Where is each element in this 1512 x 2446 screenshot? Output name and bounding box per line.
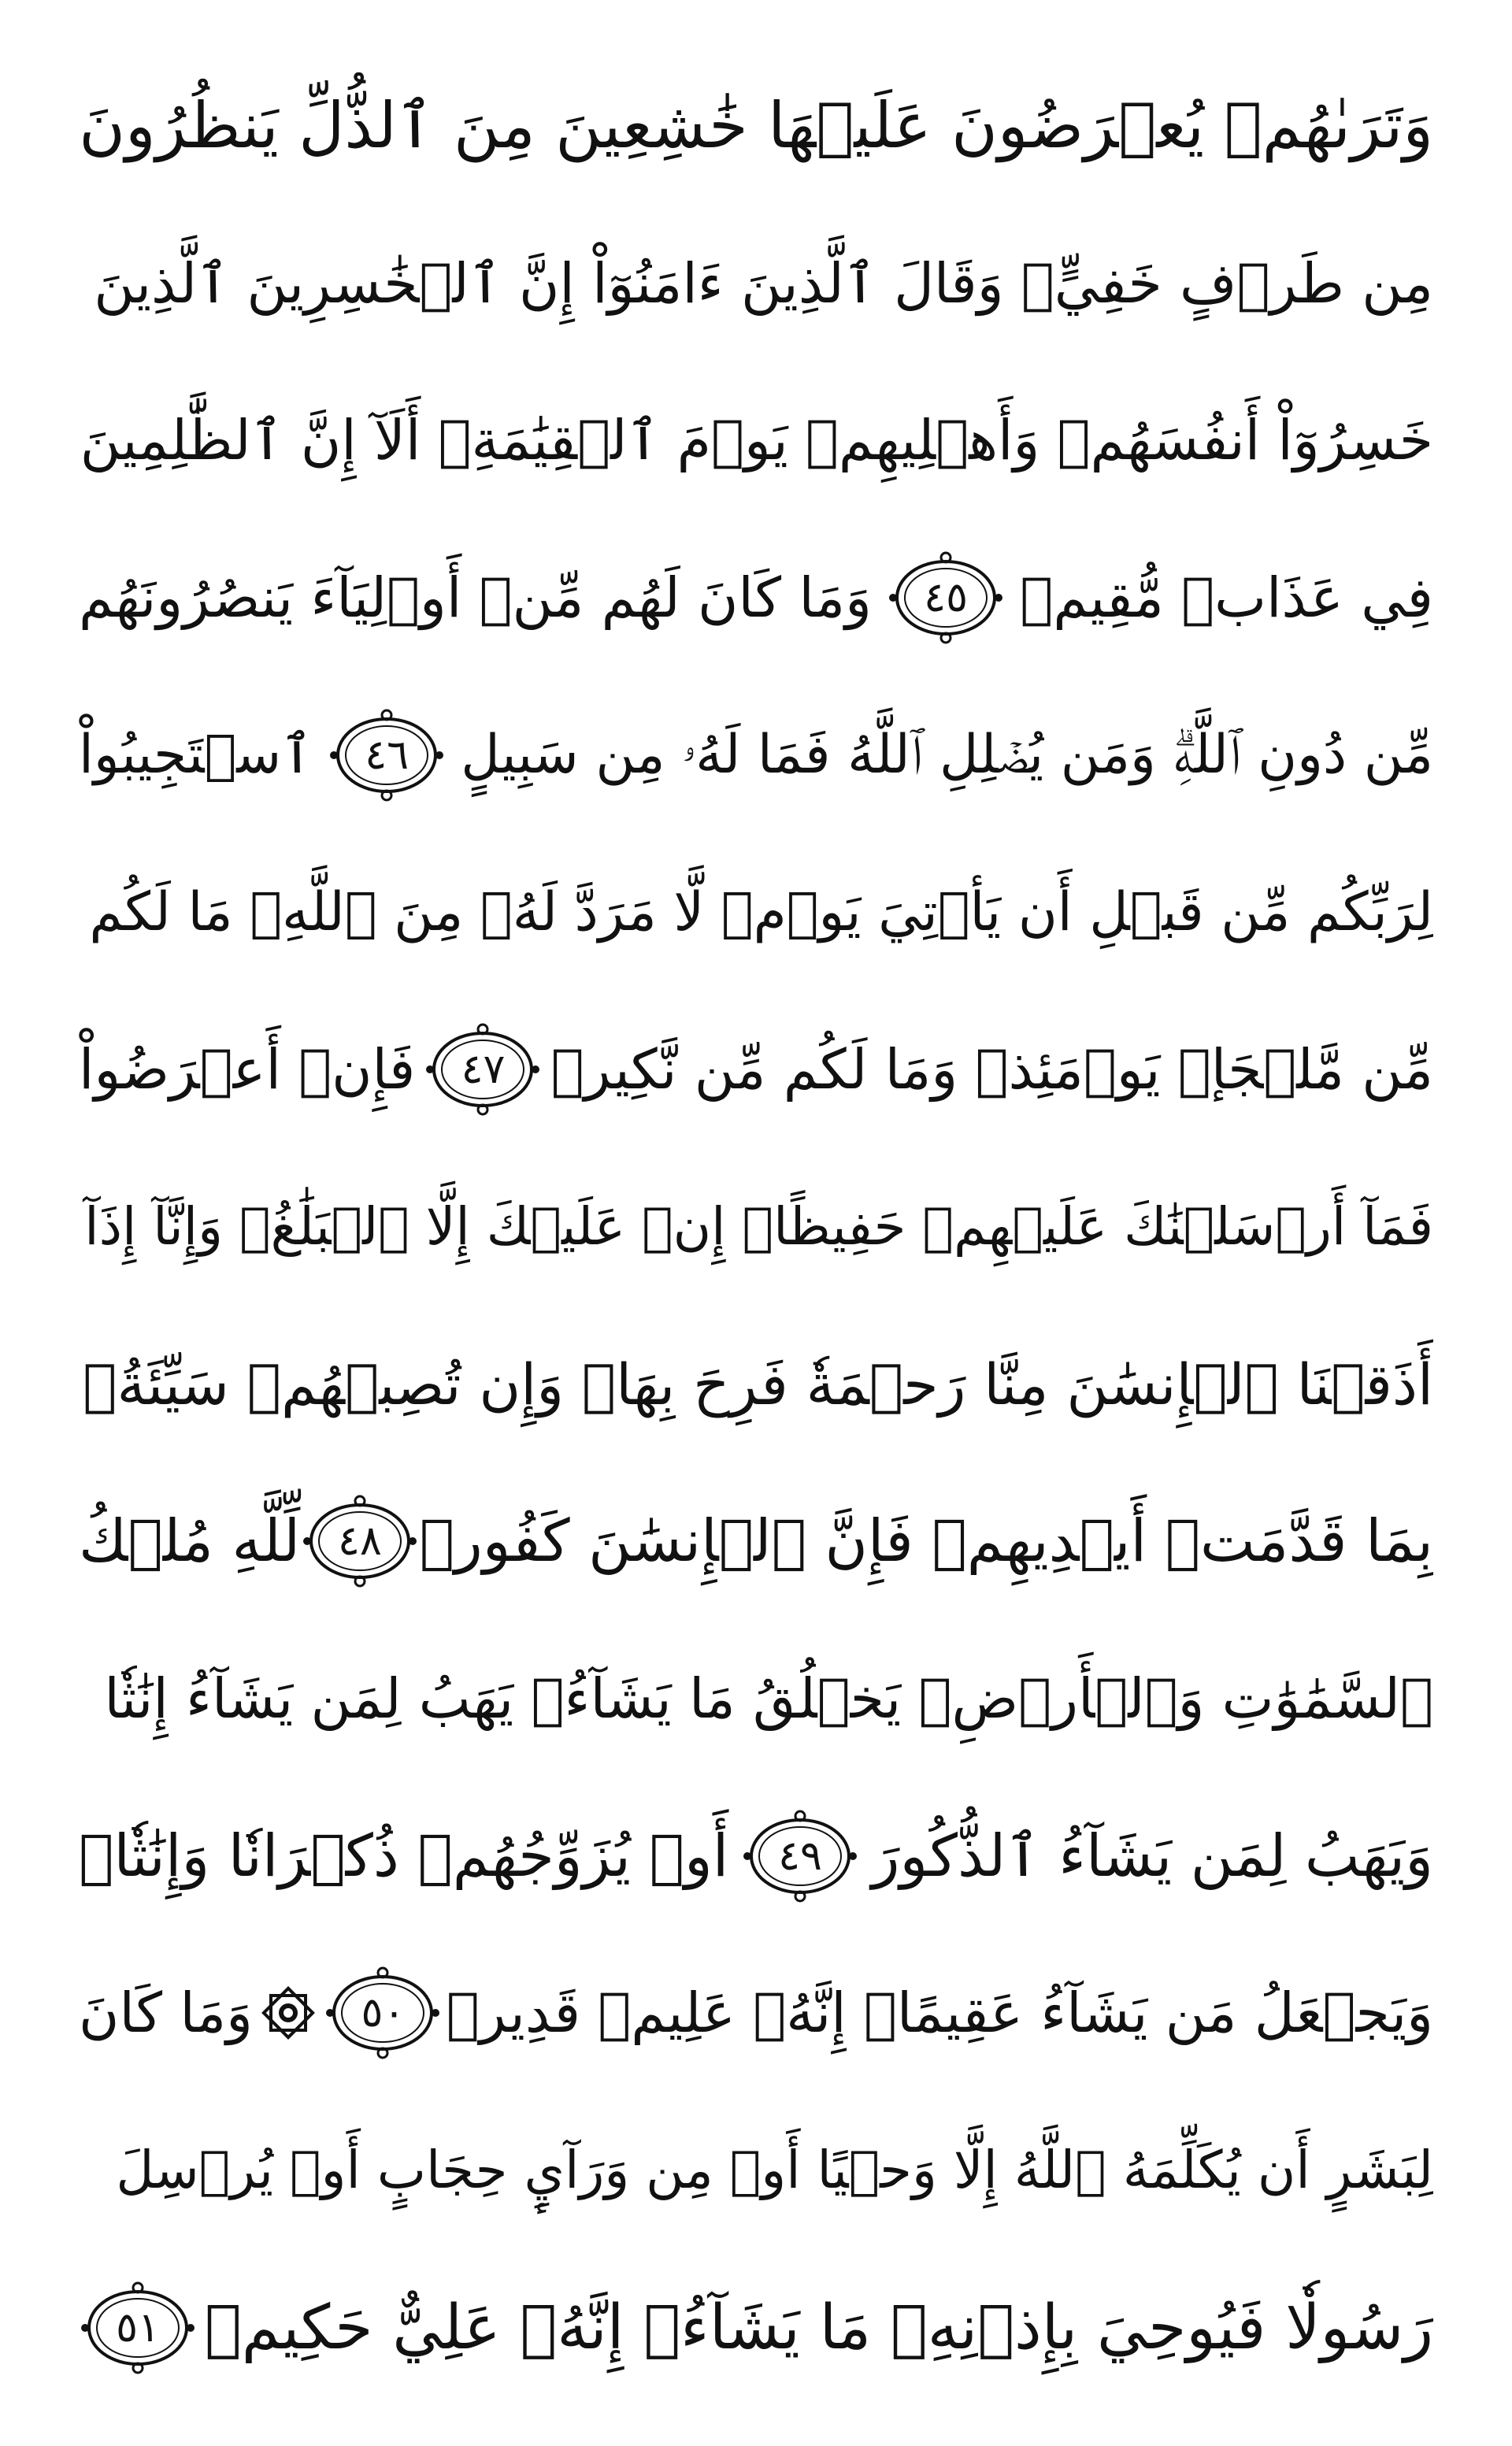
text-line-5	[79, 684, 1433, 826]
text-line-7	[79, 999, 1433, 1140]
verse-text: مِن طَرۡفٍ خَفِيٍّۗ وَقَالَ ٱلَّذِينَ ءَامَنُوٓاْ إِنَّ ٱلۡخَٰسِرِينَ ٱلَّذِينَ	[94, 250, 1433, 316]
verse-text: رَسُولٗا فَيُوحِيَ بِإِذۡنِهِۦ مَا يَشَآءُۚ إِنَّهُۥ عَلِيٌّ حَكِيمٞ	[204, 2292, 1433, 2363]
verse-text: مِّن دُونِ ٱللَّهِۗ وَمَن يُضۡلِلِ ٱللَّهُ فَمَا لَهُۥ مِن سَبِيلٍ	[461, 723, 1433, 786]
text-line-4	[79, 527, 1433, 669]
verse-text: أَذَقۡنَا ٱلۡإِنسَٰنَ مِنَّا رَحۡمَةٗ فَرِحَ بِهَاۖ وَإِن تُصِبۡهُمۡ سَيِّئَةُۢ	[83, 1351, 1433, 1418]
ayah-number: ٤٦	[365, 731, 410, 779]
text-line-15	[79, 2257, 1433, 2399]
verse-text: وَمَا كَانَ	[79, 1981, 253, 2046]
verse-text: ٱلسَّمَٰوَٰتِ وَٱلۡأَرۡضِۚ يَخۡلُقُ مَا يَشَآءُۚ يَهَبُ لِمَن يَشَآءُ إِنَٰثٗا	[104, 1666, 1433, 1732]
ayah-number: ٤٧	[461, 1046, 506, 1094]
text-line-2	[79, 213, 1433, 354]
text-line-6	[79, 842, 1433, 984]
verse-text: فَمَآ أَرۡسَلۡنَٰكَ عَلَيۡهِمۡ حَفِيظًاۖ إِنۡ عَلَيۡكَ إِلَّا ٱلۡبَلَٰغُۗ وَإِنَّآ إِذَآ	[84, 1195, 1433, 1257]
ayah-end-marker	[887, 551, 1005, 644]
text-line-9	[79, 1314, 1433, 1455]
text-line-13	[79, 1942, 1433, 2084]
text-line-12	[79, 1785, 1433, 1927]
verse-text: وَيَجۡعَلُ مَن يَشَآءُ عَقِيمًاۚ إِنَّهُۥ عَلِيمٞ قَدِيرٞ	[446, 1981, 1433, 2046]
verse-text: وَمَا كَانَ لَهُم مِّنۡ أَوۡلِيَآءَ يَنصُرُونَهُم	[79, 565, 872, 631]
verse-text: لِّلَّهِ مُلۡكُ	[79, 1507, 301, 1576]
ayah-end-marker	[79, 2281, 197, 2374]
verse-text: لِرَبِّكُم مِّن قَبۡلِ أَن يَأۡتِيَ يَوۡمٞ لَّا مَرَدَّ لَهُۥ مِنَ ٱللَّهِۚ مَا لَكُم	[89, 880, 1433, 943]
rub-el-hizb-star-icon	[257, 1981, 320, 2044]
verse-text: أَوۡ يُزَوِّجُهُمۡ ذُكۡرَانٗا وَإِنَٰثٗاۖ	[79, 1822, 729, 1890]
verse-text: لِبَشَرٍ أَن يُكَلِّمَهُ ٱللَّهُ إِلَّا وَحۡيًا أَوۡ مِن وَرَآيِٕ حِجَابٍ أَوۡ يُرۡسِلَ	[116, 2140, 1433, 2201]
ayah-number: ٤٨	[337, 1518, 382, 1566]
verse-text: وَيَهَبُ لِمَن يَشَآءُ ٱلذُّكُورَ	[871, 1822, 1433, 1890]
ayah-number: ٤٥	[924, 574, 969, 622]
ayah-end-marker	[741, 1810, 859, 1903]
verse-text: بِمَا قَدَّمَتۡ أَيۡدِيهِمۡ فَإِنَّ ٱلۡإِنسَٰنَ كَفُورٞ	[419, 1507, 1433, 1576]
verse-text: ٱسۡتَجِيبُواْ	[79, 723, 313, 786]
text-line-8	[79, 1156, 1433, 1298]
ayah-number: ٥١	[116, 2303, 160, 2351]
text-line-10	[79, 1470, 1433, 1612]
verse-text: مِّن مَّلۡجَإٖ يَوۡمَئِذٖ وَمَا لَكُم مِّن نَّكِيرٖ	[550, 1037, 1433, 1103]
ayah-end-marker	[424, 1023, 542, 1116]
text-line-1	[79, 55, 1433, 197]
ayah-number: ٤٩	[778, 1832, 822, 1880]
ayah-end-marker	[324, 1966, 442, 2059]
text-line-3	[79, 369, 1433, 511]
text-line-11	[79, 1628, 1433, 1770]
ayah-end-marker	[301, 1495, 419, 1588]
ayah-end-marker	[328, 709, 446, 802]
verse-text: وَتَرَىٰهُمۡ يُعۡرَضُونَ عَلَيۡهَا خَٰشِعِينَ مِنَ ٱلذُّلِّ يَنظُرُونَ	[79, 89, 1433, 162]
verse-text: فِي عَذَابٖ مُّقِيمٖ	[1020, 565, 1433, 631]
text-line-14	[79, 2099, 1433, 2241]
verse-text: خَسِرُوٓاْ أَنفُسَهُمۡ وَأَهۡلِيهِمۡ يَوۡمَ ٱلۡقِيَٰمَةِۗ أَلَآ إِنَّ ٱلظَّٰلِمِينَ	[80, 408, 1433, 473]
ayah-number: ٥٠	[361, 1989, 406, 2037]
verse-text: فَإِنۡ أَعۡرَضُواْ	[79, 1037, 416, 1103]
